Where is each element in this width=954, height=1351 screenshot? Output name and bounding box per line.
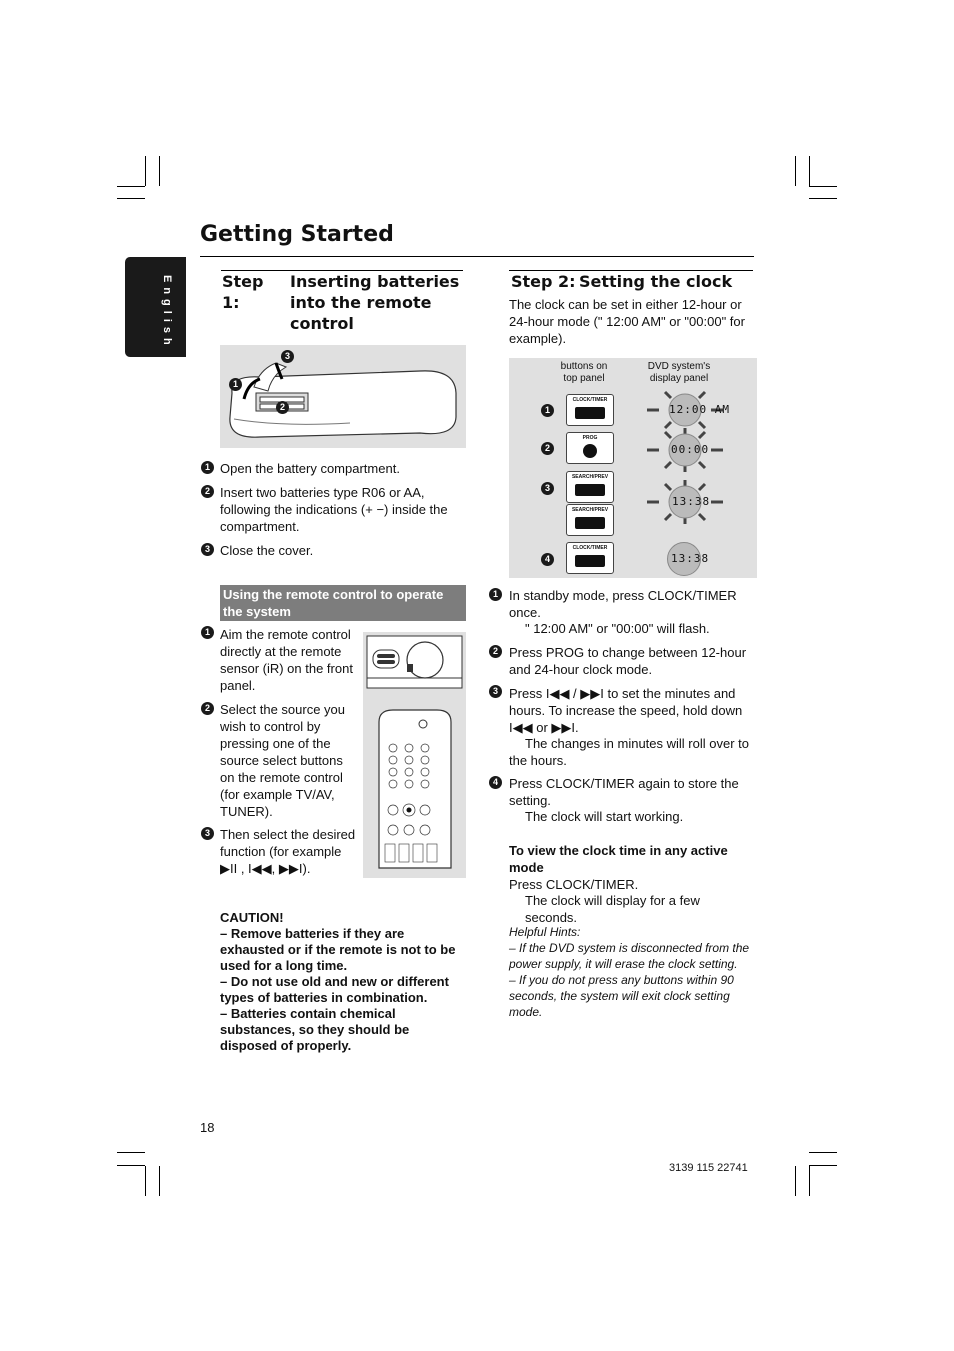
button-face	[575, 407, 605, 419]
column-label: buttons on top panel	[560, 361, 608, 384]
button-label: CLOCK/TIMER	[572, 545, 608, 551]
step-number: 1	[541, 404, 554, 417]
battery-figure	[220, 345, 466, 448]
list-item: Then select the desired function (for example ▶II , I◀◀, ▶▶I).	[220, 827, 356, 876]
list-item-result: " 12:00 AM" or "00:00" will flash.	[525, 621, 710, 636]
view-clock-press: Press CLOCK/TIMER.	[509, 877, 639, 892]
clock-timer-button	[566, 394, 614, 426]
step2-heading-prefix: Step 2:	[511, 272, 576, 291]
caution-line: – Remove batteries if they are exhausted or if the remote is not to be used for a long time.	[220, 926, 456, 973]
button-label: CLOCK/TIMER	[572, 397, 608, 403]
language-tab-label: English	[161, 275, 173, 350]
step-number: 1	[201, 461, 214, 474]
view-clock-result: The clock will display for a few seconds.	[525, 893, 700, 925]
step2-heading: Setting the clock	[579, 272, 733, 291]
hint-item: – If the DVD system is disconnected from the power supply, it will erase the clock setting.	[509, 941, 750, 971]
button-face	[575, 484, 605, 496]
lcd-display: 00:00	[671, 443, 710, 456]
remote-battery-illustration	[220, 345, 466, 448]
list-item: Press I◀◀ / ▶▶I to set the minutes and hours. To increase the speed, hold down I◀◀ or ▶▶I.	[509, 686, 743, 735]
step-number: 1	[201, 626, 214, 639]
remote-control-illustration	[363, 632, 466, 878]
step1-heading-prefix: Step 1:	[222, 272, 264, 312]
step-number: 2	[541, 442, 554, 455]
list-item: In standby mode, press CLOCK/TIMER once.	[509, 588, 737, 620]
button-face	[583, 444, 597, 458]
clock-figure	[509, 358, 757, 578]
list-item: Close the cover.	[220, 543, 314, 558]
helpful-hints	[509, 924, 755, 1020]
lcd-display: 13:38	[671, 552, 710, 565]
page-title: Getting Started	[200, 222, 394, 247]
button-label: SEARCH/PREV	[571, 474, 609, 480]
list-item-result: The changes in minutes will roll over to the hours.	[509, 736, 749, 768]
button-label: SEARCH/PREV	[571, 507, 609, 513]
search-prev-button	[566, 471, 614, 503]
caution-box	[220, 910, 464, 1054]
clock-timer-button	[566, 542, 614, 574]
lcd-display: 13:38	[672, 495, 711, 508]
step2-intro: The clock can be set in either 12-hour or 24-hour mode (" 12:00 AM" or "00:00" for example).	[509, 297, 745, 346]
list-item: Aim the remote control directly at the remote sensor (iR) on the front panel.	[220, 627, 353, 693]
step-number: 1	[489, 588, 502, 601]
step-number: 4	[541, 553, 554, 566]
button-face	[575, 517, 605, 529]
view-clock-heading: To view the clock time in any active mode	[509, 843, 728, 875]
callout-1: 1	[229, 378, 242, 391]
step-number: 4	[489, 776, 502, 789]
caution-title: CAUTION!	[220, 910, 284, 925]
step-number: 3	[541, 482, 554, 495]
list-item: Select the source you wish to control by pressing one of the source select buttons on the remote control (for example TV/AV, TUNER).	[220, 702, 346, 819]
caution-line: – Do not use old and new or different types of batteries in combination.	[220, 974, 449, 1005]
step-number: 3	[201, 827, 214, 840]
prog-button	[566, 432, 614, 464]
hints-title: Helpful Hints:	[509, 925, 581, 939]
section-bar: Using the remote control to operate the system	[220, 585, 466, 621]
button-label: PROG	[582, 435, 598, 441]
caution-line: – Batteries contain chemical substances, so they should be disposed of properly.	[220, 1006, 410, 1053]
title-divider	[200, 256, 754, 257]
step-number: 2	[489, 645, 502, 658]
list-item: Open the battery compartment.	[220, 461, 400, 476]
step-number: 3	[201, 543, 214, 556]
document-code: 3139 115 22741	[669, 1162, 748, 1174]
page-number: 18	[200, 1120, 215, 1135]
step-number: 2	[201, 485, 214, 498]
step1-heading: Inserting batteries into the remote control	[290, 272, 460, 333]
search-next-button	[566, 504, 614, 536]
callout-3: 3	[281, 350, 294, 363]
step-number: 2	[201, 702, 214, 715]
step-number: 3	[489, 685, 502, 698]
remote-figure	[363, 632, 466, 878]
list-item: Press CLOCK/TIMER again to store the setting.	[509, 776, 739, 808]
button-face	[575, 555, 605, 567]
language-tab	[125, 257, 186, 357]
list-item: Press PROG to change between 12-hour and 24-hour clock mode.	[509, 645, 747, 677]
column-label: DVD system's display panel	[647, 361, 711, 384]
list-item-result: The clock will start working.	[525, 809, 684, 824]
callout-2: 2	[276, 401, 289, 414]
list-item: Insert two batteries type R06 or AA, following the indications (+ −) inside the compartment.	[220, 485, 448, 534]
lcd-display: 12:00 AM	[669, 403, 730, 416]
hint-item: – If you do not press any buttons within 90 seconds, the system will exit clock setting mode.	[509, 973, 734, 1019]
